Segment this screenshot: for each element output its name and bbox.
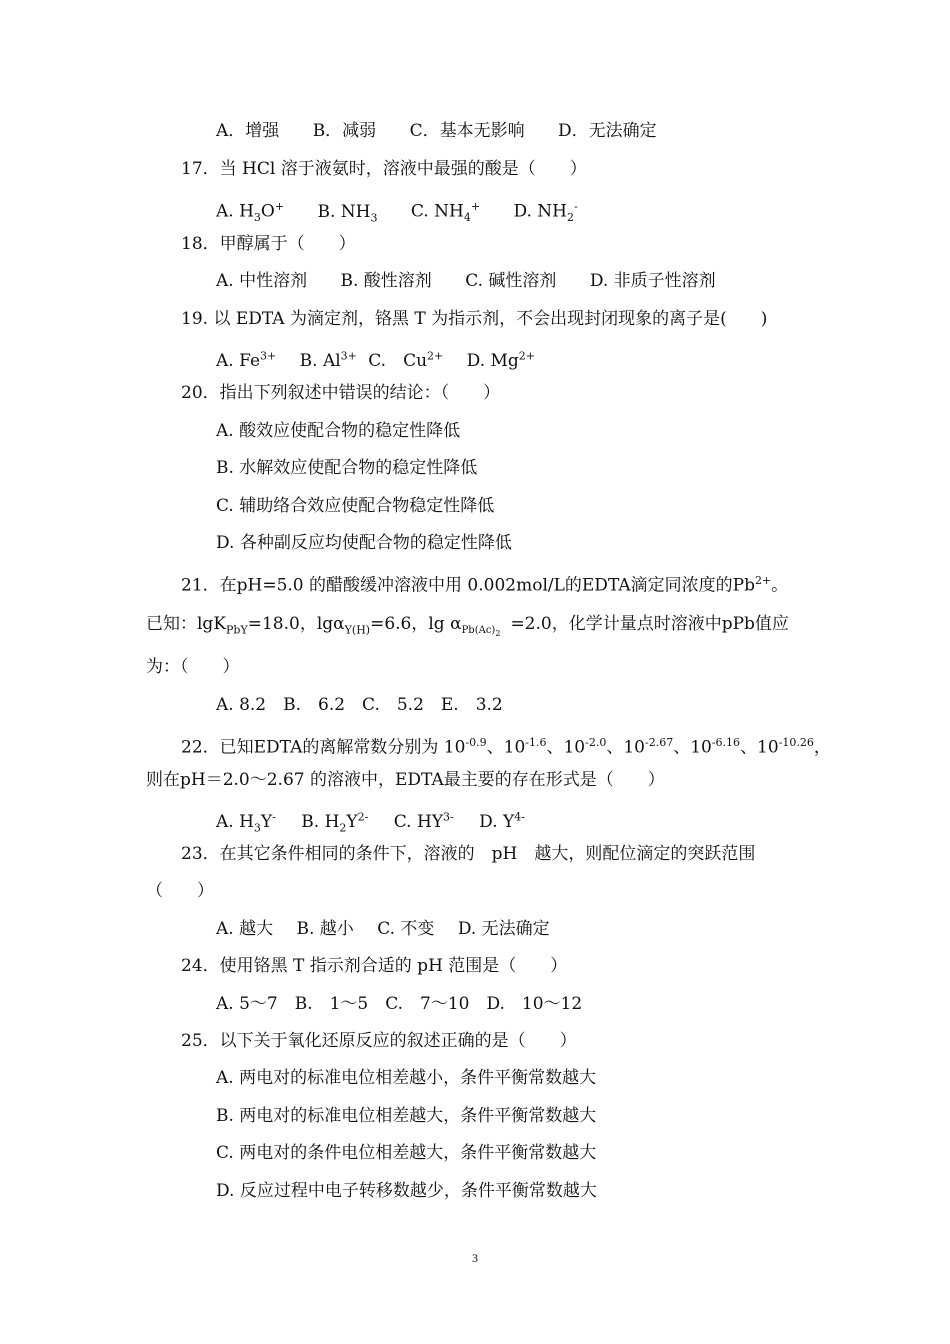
q21-line2: 已知：lgK$_{PbY}$=18.0，lgα$_{Y(H)}$=6.6，$\lg \alpha_{Pb(Ac)_2} =2.0$，化学计量点时溶液中pPb值应 (146, 614, 789, 639)
q17-stem: 17．当 HCl 溶于液氨时，溶液中最强的酸是（ ） (181, 159, 587, 179)
q21-line1: 21．在pH=5.0 的醋酸缓冲溶液中用 0.002mol/L的EDTA滴定同浓度的$Pb^{2+}$。 (181, 574, 789, 596)
q23-line2: （ ） (146, 881, 214, 901)
q17-option-d: D. $NH_2^-$ (513, 200, 578, 225)
q22-option-d: D. $Y^{4-}$ (479, 810, 525, 832)
q20-stem: 20．指出下列叙述中错误的结论：（ ） (181, 383, 501, 403)
q20-option-b: B. 水解效应使配合物的稳定性降低 (216, 458, 478, 478)
q18-option-c: C. 碱性溶剂 (465, 271, 557, 291)
q19-options (216, 345, 535, 372)
q19-option-c: C. $Cu^{2+}$ (368, 349, 444, 371)
q16-option-d: D．无法确定 (558, 121, 657, 141)
q20-option-c: C. 辅助络合效应使配合物稳定性降低 (216, 496, 495, 516)
q17-option-b: B. $NH_3$ (317, 201, 378, 225)
q22-options (216, 806, 525, 839)
q25-option-b: B. 两电对的标准电位相差越大，条件平衡常数越大 (216, 1106, 597, 1126)
q16-option-b: B．减弱 (312, 121, 377, 141)
q16-option-c: C．基本无影响 (409, 121, 525, 141)
q16-option-a: A．增强 (216, 121, 280, 141)
q17-option-c: C. $NH_4^+$ (410, 200, 481, 225)
q25-option-c: C. 两电对的条件电位相差越大，条件平衡常数越大 (216, 1143, 597, 1163)
q19-option-d: D. $Mg^{2+}$ (466, 349, 536, 371)
q21-options: A. 8.2 B. 6.2 C. 5.2 E. 3.2 (216, 695, 503, 715)
page-number: 3 (472, 1251, 478, 1265)
q23-options (216, 918, 578, 940)
q23-option-a: A. 越大 (216, 919, 274, 939)
q16-options (216, 120, 685, 142)
q18-option-d: D. 非质子性溶剂 (589, 271, 716, 291)
q24-stem: 24．使用铬黑 T 指示剂合适的 pH 范围是（ ） (181, 956, 568, 976)
q24-options: A. 5～7 B. 1～5 C. 7～10 D. 10～12 (216, 994, 583, 1014)
q20-option-d: D. 各种副反应均使配合物的稳定性降低 (216, 533, 512, 553)
q22-option-c: C. $HY^{3-}$ (393, 810, 454, 832)
q17-options (216, 196, 606, 229)
q22-option-a: A. $H_3Y^-$ (216, 810, 276, 835)
q17-option-a: A. $H_3O^+$ (216, 200, 285, 225)
q21-line3: 为：（ ） (146, 657, 240, 677)
q19-stem: 19. 以 EDTA 为滴定剂，铬黑 T 为指示剂，不会出现封闭现象的离子是( ) (181, 309, 768, 329)
q18-option-a: A. 中性溶剂 (216, 271, 308, 291)
q23-option-c: C. 不变 (377, 919, 435, 939)
q23-line1: 23．在其它条件相同的条件下，溶液的 pH 越大，则配位滴定的突跃范围 (181, 844, 756, 864)
q22-line1: 22．已知EDTA的离解常数分别为 $10^{-0.9}$、$10^{-1.6}$、$10^{-2.0}$、$10^{-2.67}$、$10^{-6.16}$、$10^{-10.26}$， (181, 736, 831, 758)
q22-line2: 则在pH＝2.0～2.67 的溶液中，EDTA最主要的存在形式是（ ） (146, 770, 665, 790)
q20-option-a: A. 酸效应使配合物的稳定性降低 (216, 421, 461, 441)
q19-option-b: B. $Al^{3+}$ (299, 349, 357, 371)
q25-option-a: A. 两电对的标准电位相差越小，条件平衡常数越大 (216, 1068, 597, 1088)
q23-option-b: B. 越小 (296, 919, 354, 939)
q19-option-a: A. $Fe^{3+}$ (216, 349, 277, 371)
q23-option-d: D. 无法确定 (457, 919, 550, 939)
q18-option-b: B. 酸性溶剂 (340, 271, 432, 291)
q25-option-d: D. 反应过程中电子转移数越少，条件平衡常数越大 (216, 1181, 597, 1201)
q18-stem: 18．甲醇属于（ ） (181, 234, 356, 254)
q25-stem: 25．以下关于氧化还原反应的叙述正确的是（ ） (181, 1031, 577, 1051)
q18-options (216, 270, 744, 292)
q22-option-b: B. $H_2Y^{2-}$ (301, 810, 369, 835)
